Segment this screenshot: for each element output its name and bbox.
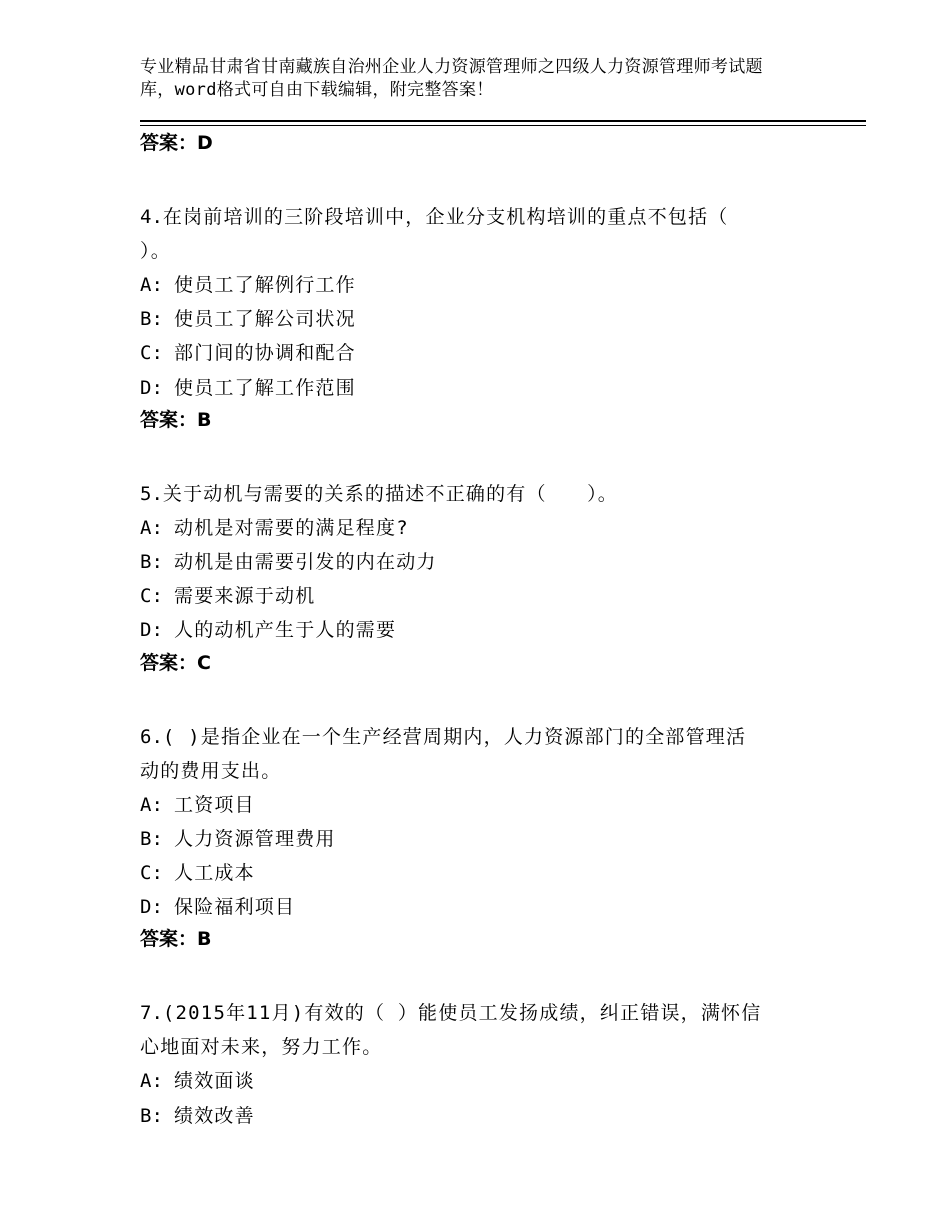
option-label: C:: [140, 862, 163, 885]
option-text: 人工成本: [174, 862, 255, 885]
option-b: [140, 822, 840, 856]
header-rule-thick: [140, 120, 866, 122]
option-text: 部门间的协调和配合: [174, 342, 356, 365]
option-label: B:: [140, 827, 163, 850]
option-text: 动机是由需要引发的内在动力: [174, 551, 437, 574]
stem-line-1: 关于动机与需要的关系的描述不正确的有（ ）。: [162, 482, 618, 505]
answer-line: [140, 648, 840, 678]
question-stem: [140, 477, 840, 511]
question-stem: [140, 200, 840, 234]
option-label: D:: [140, 619, 163, 642]
option-text: 绩效改善: [174, 1104, 255, 1127]
stem-line-1: 在岗前培训的三阶段培训中，企业分支机构培训的重点不包括（: [162, 206, 729, 228]
option-b: [140, 545, 840, 579]
header-line-1: 专业精品甘肃省甘南藏族自治州企业人力资源管理师之四级人力资源管理师考试题: [140, 57, 763, 77]
question-stem-continued: ）。: [140, 240, 171, 262]
option-label: C:: [140, 342, 163, 365]
option-text: 使员工了解工作范围: [174, 376, 356, 399]
answer-label: 答案：: [140, 408, 198, 431]
option-text: 使员工了解例行工作: [174, 274, 356, 296]
option-d: [140, 371, 840, 405]
option-c: [140, 336, 840, 370]
question-stem-continued: 动的费用支出。: [140, 759, 282, 782]
option-label: A:: [140, 1070, 163, 1093]
option-a: [140, 1064, 840, 1098]
answer-line: [140, 405, 840, 435]
header-line-2: 库，word格式可自由下载编辑，附完整答案！: [140, 80, 494, 100]
option-a: [140, 788, 840, 822]
answer-value: D: [197, 132, 213, 154]
option-b: [140, 1099, 840, 1133]
question-number: 7.: [140, 1002, 163, 1025]
question-stem: [140, 720, 840, 754]
answer-value: B: [197, 408, 212, 431]
answer-value: C: [197, 651, 211, 674]
option-text: 人力资源管理费用: [174, 827, 336, 850]
option-label: D:: [140, 376, 163, 399]
question-7: [140, 996, 840, 1132]
answer-value: B: [197, 928, 212, 951]
question-5: [140, 477, 840, 678]
option-text: 绩效面谈: [174, 1070, 255, 1093]
option-text: 需要来源于动机: [174, 585, 316, 608]
question-stem: [140, 996, 840, 1030]
option-label: B:: [140, 308, 163, 331]
question-number: 5.: [140, 482, 163, 505]
option-text: 保险福利项目: [174, 896, 296, 919]
answer-label: 答案：: [140, 651, 198, 674]
option-text: 动机是对需要的满足程度?: [174, 516, 409, 539]
option-c: [140, 579, 840, 613]
answer-label: 答案：: [140, 928, 198, 951]
option-a: [140, 268, 840, 302]
answer-label: 答案：: [140, 132, 198, 154]
question-4: [140, 200, 840, 435]
option-label: A:: [140, 274, 163, 296]
document-body: [140, 128, 840, 1133]
option-label: B:: [140, 1104, 163, 1127]
question-number: 4.: [140, 206, 163, 228]
option-d: [140, 890, 840, 924]
document-header: [140, 56, 840, 102]
option-label: A:: [140, 516, 163, 539]
question-stem-continued: 心地面对未来，努力工作。: [140, 1036, 383, 1059]
answer-line: [140, 924, 840, 954]
option-label: D:: [140, 896, 163, 919]
stem-line-1: (2015年11月)有效的（ ）能使员工发扬成绩，纠正错误，满怀信: [162, 1002, 762, 1025]
option-d: [140, 613, 840, 647]
question-number: 6.: [140, 725, 163, 748]
option-label: A:: [140, 793, 163, 816]
option-label: B:: [140, 551, 163, 574]
option-text: 使员工了解公司状况: [174, 308, 356, 331]
option-b: [140, 302, 840, 336]
option-a: [140, 511, 840, 545]
answer-line-q3: [140, 128, 840, 158]
option-text: 工资项目: [174, 793, 255, 816]
question-6: [140, 720, 840, 955]
option-c: [140, 856, 840, 890]
header-rule-thin: [140, 125, 866, 126]
option-text: 人的动机产生于人的需要: [174, 619, 397, 642]
option-label: C:: [140, 585, 163, 608]
stem-line-1: ( )是指企业在一个生产经营周期内，人力资源部门的全部管理活: [162, 725, 747, 748]
